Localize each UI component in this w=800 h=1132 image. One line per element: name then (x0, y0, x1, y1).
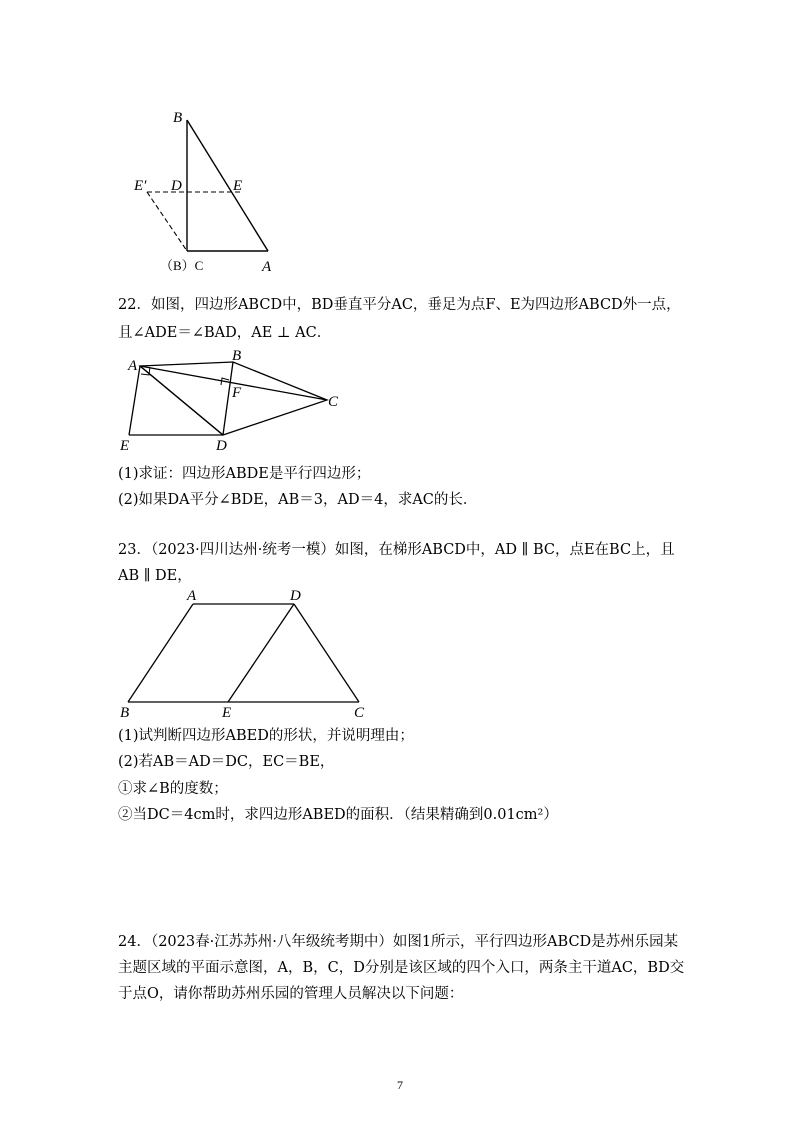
label-bc: （B）C (160, 258, 204, 273)
label-a: A (262, 259, 272, 275)
q23-line2: AB ∥ DE， (118, 568, 192, 584)
q22-part1: (1)求证：四边形ABDE是平行四边形； (118, 466, 371, 482)
label-e: E (222, 705, 232, 721)
q23-part1: (1)试判断四边形ABED的形状，并说明理由； (118, 728, 414, 744)
label-b: B (232, 348, 242, 364)
label-c: C (354, 705, 365, 721)
q22-line2: 且∠ADE＝∠BAD，AE ⊥ AC． (118, 325, 332, 341)
segment-de (228, 604, 294, 702)
label-b: B (173, 110, 183, 126)
q23-part2-1: ①求∠B的度数； (118, 781, 228, 797)
label-d: D (171, 178, 182, 194)
label-b: B (120, 705, 130, 721)
page-number: 7 (397, 1078, 403, 1092)
label-e-prime: E′ (134, 178, 147, 194)
q22-line1: 22．如图，四边形ABCD中，BD垂直平分AC，垂足为点F、E为四边形ABCD外一点， (118, 297, 681, 313)
segment-ab (128, 604, 193, 702)
label-d: D (216, 438, 227, 454)
q24-line3: 于点O，请你帮助苏州乐园的管理人员解决以下问题： (118, 986, 464, 1002)
label-e: E (120, 438, 130, 454)
label-a: A (128, 358, 138, 374)
q23-part2-2: ②当DC＝4cm时，求四边形ABED的面积．（结果精确到0.01cm²） (118, 807, 558, 823)
q22-part2: (2)如果DA平分∠BDE，AB＝3，AD＝4，求AC的长． (118, 492, 478, 508)
q23-part2: (2)若AB＝AD＝DC，EC＝BE， (118, 754, 335, 770)
label-d: D (290, 588, 301, 604)
q24-line2: 主题区域的平面示意图，A，B，C，D分别是该区域的四个入口，两条主干道AC，BD交 (118, 960, 685, 976)
label-c: C (328, 394, 339, 410)
label-e: E (233, 178, 243, 194)
q23-line1: 23．（2023·四川达州·统考一模）如图，在梯形ABCD中，AD ∥ BC，点E在BC上，且 (118, 542, 675, 558)
q24-line1: 24．（2023春·江苏苏州·八年级统考期中）如图1所示，平行四边形ABCD是苏州乐园某 (118, 934, 679, 950)
segment-dc (294, 604, 359, 702)
label-f: F (232, 385, 242, 401)
label-a: A (187, 588, 197, 604)
